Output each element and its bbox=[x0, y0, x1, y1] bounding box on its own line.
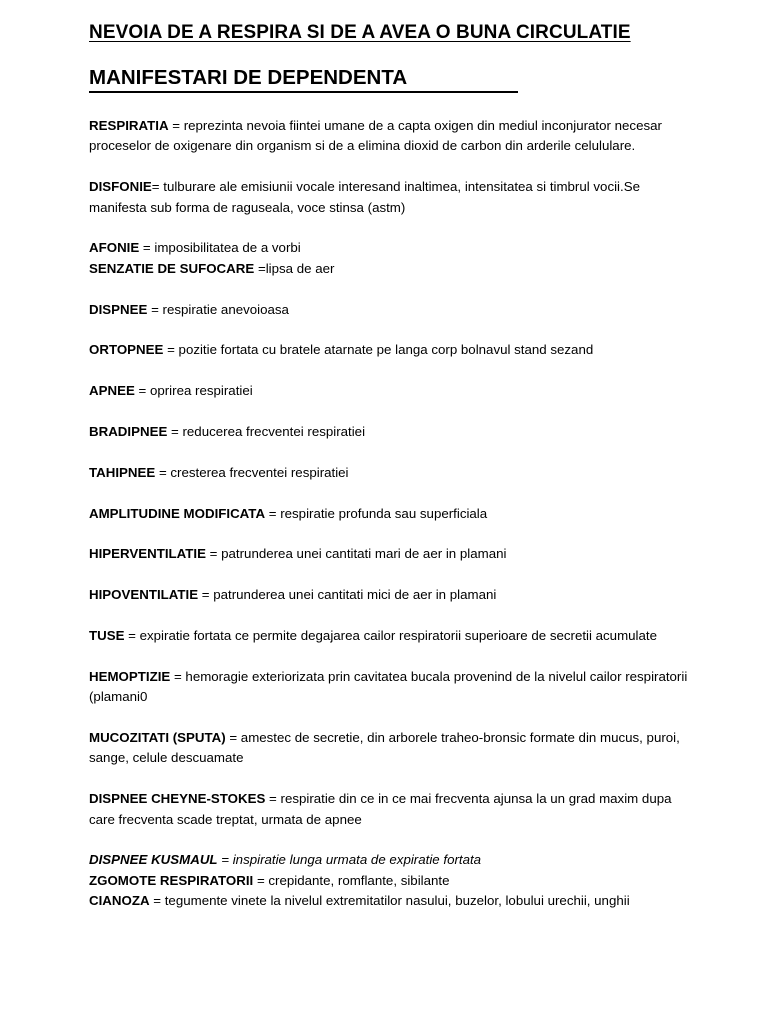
term: AFONIE bbox=[89, 240, 140, 256]
definition-senzatie-de-sufocare bbox=[89, 259, 689, 279]
term: AMPLITUDINE MODIFICATA bbox=[89, 505, 266, 521]
term: CIANOZA bbox=[89, 893, 150, 909]
page-title: NEVOIA DE A RESPIRA SI DE A AVEA O BUNA CIRCULATIE bbox=[89, 22, 631, 43]
definition-text: = crepidante, romflante, sibilante bbox=[253, 872, 450, 888]
definition-text: =lipsa de aer bbox=[254, 260, 335, 276]
definition-hiperventilatie bbox=[89, 544, 689, 564]
term: DISFONIE bbox=[89, 179, 152, 195]
definition-mucozitati bbox=[89, 728, 689, 769]
term: SENZATIE DE SUFOCARE bbox=[89, 260, 255, 276]
term: HEMOPTIZIE bbox=[89, 668, 171, 684]
definition-respiratia bbox=[89, 116, 689, 157]
term: ORTOPNEE bbox=[89, 342, 164, 358]
term: ZGOMOTE RESPIRATORII bbox=[89, 872, 254, 888]
term: APNEE bbox=[89, 383, 135, 399]
definition-text: = respiratie profunda sau superficiala bbox=[265, 505, 488, 521]
definition-tuse bbox=[89, 626, 689, 646]
term: DISPNEE bbox=[89, 301, 148, 317]
term: DISPNEE KUSMAUL bbox=[89, 852, 218, 868]
definition-text: = patrunderea unei cantitati mici de aer in plamani bbox=[198, 587, 497, 603]
definition-hemoptizie bbox=[89, 667, 689, 708]
definition-zgomote-respiratorii bbox=[89, 871, 689, 891]
term: BRADIPNEE bbox=[89, 424, 168, 439]
definition-text: = respiratie din ce in ce mai frecventa ajunsa la un grad maxim dupa care frecventa scade treptat, urmata de apnee bbox=[89, 791, 672, 827]
definition-ortopnee bbox=[89, 340, 689, 360]
definition-text: = respiratie anevoioasa bbox=[147, 301, 289, 317]
definition-text: = oprirea respiratiei bbox=[134, 383, 253, 399]
definition-text: = patrunderea unei cantitati mari de aer in plamani bbox=[205, 546, 507, 562]
definition-text: = pozitie fortata cu bratele atarnate pe langa corp bolnavul stand sezand bbox=[163, 342, 594, 358]
definition-afonie bbox=[89, 238, 689, 258]
definitions-list bbox=[89, 116, 689, 912]
definition-dispnee-kusmaul bbox=[89, 850, 689, 870]
definition-apnee bbox=[89, 381, 689, 401]
term: HIPERVENTILATIE bbox=[89, 546, 206, 562]
definition-cianoza bbox=[89, 891, 689, 911]
term: TUSE bbox=[89, 627, 125, 643]
definition-text: = expiratie fortata ce permite degajarea cailor respiratorii superioare de secretii acumulate bbox=[124, 627, 657, 643]
definition-text: = reducerea frecventei respiratiei bbox=[167, 424, 366, 439]
term: TAHIPNEE bbox=[89, 464, 156, 480]
definition-hipoventilatie bbox=[89, 585, 689, 605]
definition-text: = tegumente vinete la nivelul extremitatilor nasului, buzelor, lobului urechii, unghii bbox=[149, 893, 630, 909]
definition-text: = imposibilitatea de a vorbi bbox=[139, 240, 301, 256]
term: MUCOZITATI (SPUTA) bbox=[89, 729, 226, 745]
definition-text: = cresterea frecventei respiratiei bbox=[155, 464, 349, 480]
definition-dispnee-cheyne-stokes bbox=[89, 789, 689, 830]
definition-dispnee bbox=[89, 300, 689, 320]
term: RESPIRATIA bbox=[89, 118, 169, 133]
section-heading: MANIFESTARI DE DEPENDENTA bbox=[89, 66, 518, 93]
definition-tahipnee bbox=[89, 463, 689, 483]
definition-amplitudine-modificata bbox=[89, 504, 689, 524]
definition-bradipnee bbox=[89, 422, 689, 442]
definition-text: = reprezinta nevoia fiintei umane de a capta oxigen din mediul inconjurator necesar proceselor de oxigenare din organism si de a elimina dioxid de carbon din arderile celululare. bbox=[89, 118, 662, 154]
definition-text: = inspiratie lunga urmata de expiratie fortata bbox=[217, 852, 482, 868]
definition-disfonie bbox=[89, 177, 689, 218]
term: HIPOVENTILATIE bbox=[89, 587, 199, 603]
definition-text: = hemoragie exteriorizata prin cavitatea bucala provenind de la nivelul cailor respiratorii (plamani0 bbox=[89, 668, 688, 705]
definition-text: = amestec de secretie, din arborele traheo-bronsic formate din mucus, puroi, sange, celule descuamate bbox=[89, 729, 680, 766]
term: DISPNEE CHEYNE-STOKES bbox=[89, 791, 266, 807]
definition-text: = tulburare ale emisiunii vocale interesand inaltimea, intensitatea si timbrul vocii.Se manifesta sub forma de raguseala, voce stinsa (astm) bbox=[89, 179, 640, 215]
